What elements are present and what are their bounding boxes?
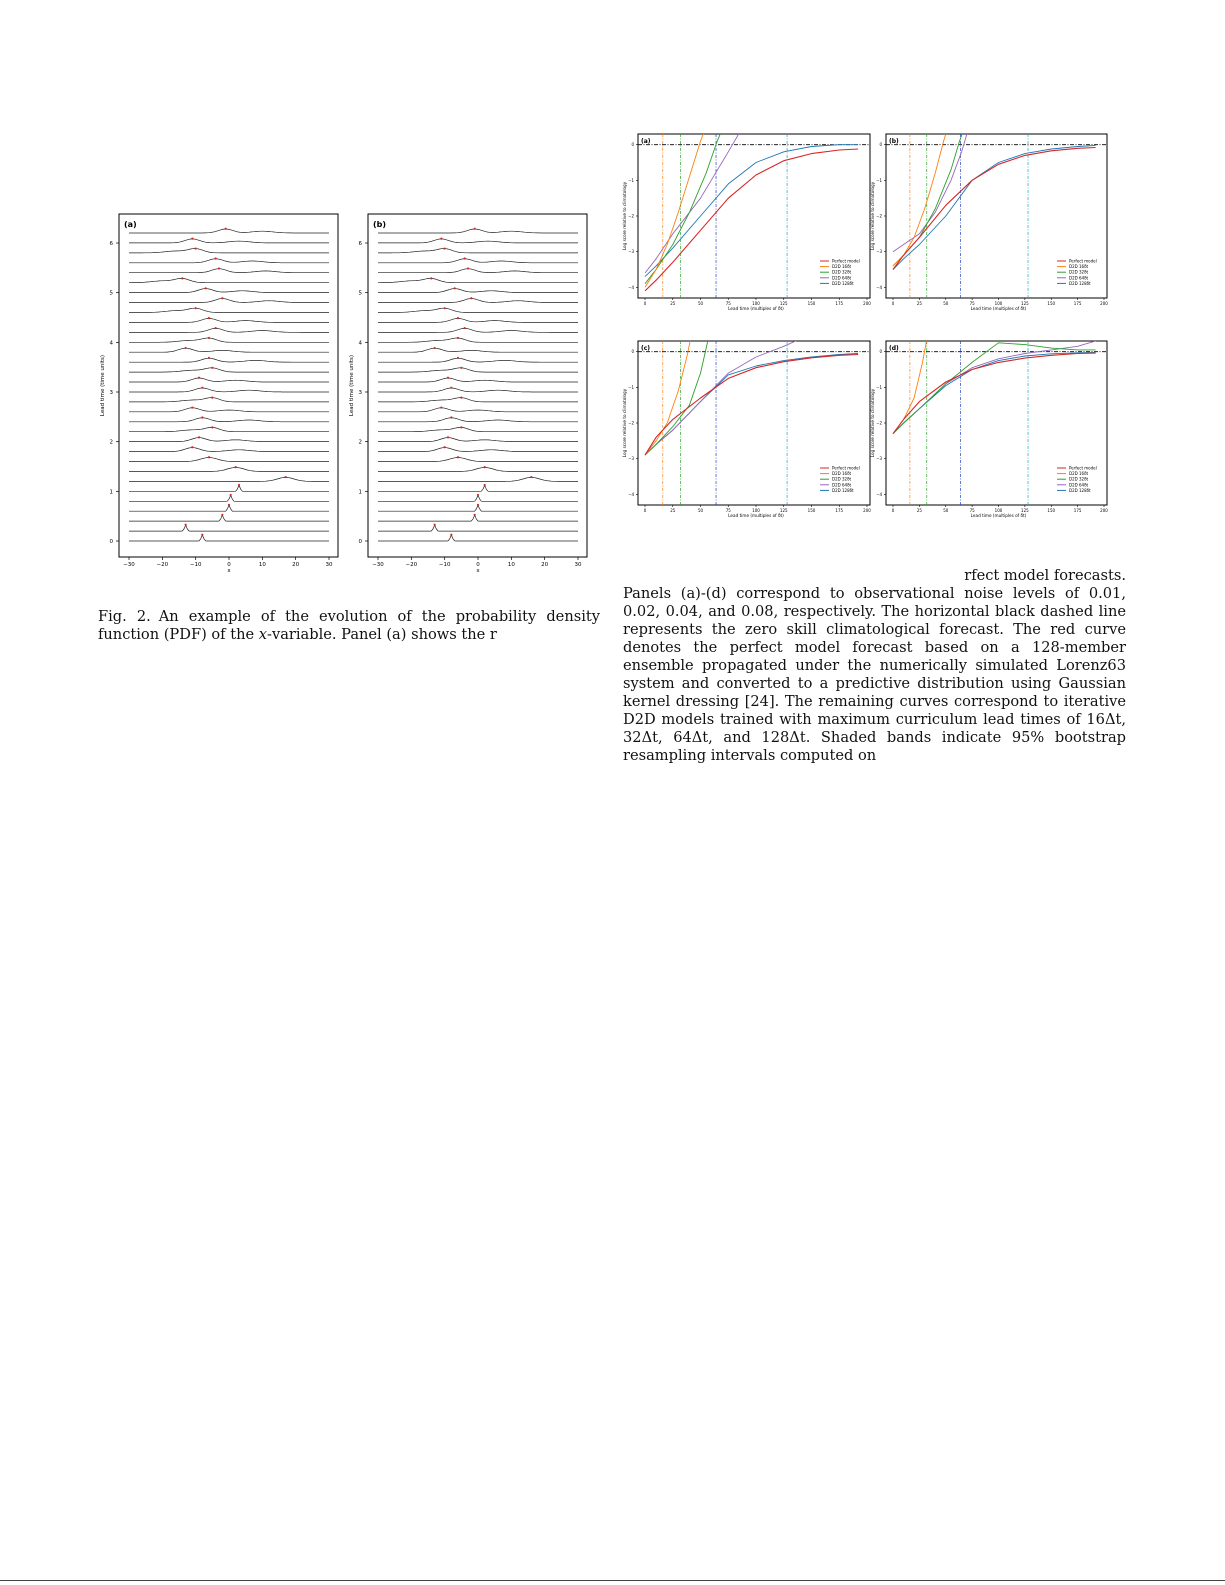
fig3-ytick-label: −3 bbox=[628, 249, 634, 255]
fig2-ylabel: Lead time (time units) bbox=[349, 354, 355, 417]
fig3-legend-label: D2D 16δt bbox=[1069, 264, 1089, 270]
fig3-xlabel: Lead time (multiples of δt) bbox=[728, 513, 784, 518]
fig3-ylabel: Log score relative to climatology bbox=[622, 388, 627, 458]
fig2-ylabel: Lead time (time units) bbox=[100, 354, 106, 417]
fig3-caption bbox=[623, 567, 1126, 765]
fig2-peak-marker bbox=[228, 504, 230, 506]
fig3-xtick-label: 125 bbox=[1021, 508, 1029, 513]
fig3-figure bbox=[612, 0, 1225, 560]
fig3-xtick-label: 0 bbox=[891, 301, 895, 306]
fig3-legend-label: Perfect model bbox=[832, 465, 860, 471]
fig2-pdf-curve bbox=[129, 328, 329, 332]
fig2-peak-marker bbox=[457, 317, 459, 319]
fig2-peak-marker bbox=[185, 524, 187, 526]
fig3-xtick-label: 25 bbox=[916, 301, 922, 306]
fig2-peak-marker bbox=[457, 337, 459, 339]
fig2-peak-marker bbox=[450, 387, 452, 389]
fig2-ytick-label: 5 bbox=[358, 290, 362, 297]
fig2-peak-marker bbox=[460, 397, 462, 399]
fig3-ytick-label: −1 bbox=[628, 177, 634, 183]
fig2-peak-marker bbox=[447, 377, 449, 379]
fig2-peak-marker bbox=[221, 297, 223, 299]
fig2-pdf-curve bbox=[378, 515, 578, 521]
fig2-pdf-curve bbox=[129, 535, 329, 541]
fig2-pdf-curve bbox=[378, 278, 578, 282]
fig2-xlabel: x bbox=[227, 568, 231, 574]
fig2-peak-marker bbox=[191, 446, 193, 448]
fig2-pdf-curve bbox=[378, 525, 578, 531]
fig3-xtick-label: 50 bbox=[697, 301, 704, 306]
fig3-xtick-label: 200 bbox=[1100, 508, 1108, 513]
fig2-pdf-curve bbox=[129, 249, 329, 253]
fig2-peak-marker bbox=[474, 228, 476, 230]
fig2-pdf-curve bbox=[378, 485, 578, 491]
fig2-pdf-curve bbox=[129, 388, 329, 392]
fig3-legend-label: D2D 128δt bbox=[832, 280, 854, 286]
fig2-peak-marker bbox=[208, 357, 210, 359]
fig3-xtick-label: 50 bbox=[697, 508, 704, 513]
fig2-peak-marker bbox=[211, 426, 213, 428]
fig2-peak-marker bbox=[444, 307, 446, 309]
fig2-xtick-label: 30 bbox=[574, 562, 582, 568]
fig2-peak-marker bbox=[235, 466, 237, 468]
fig3-legend-label: D2D 16δt bbox=[832, 264, 852, 270]
fig3-legend-label: D2D 128δt bbox=[1069, 280, 1091, 286]
fig2-caption bbox=[98, 608, 600, 644]
fig2-pdf-curve bbox=[129, 398, 329, 402]
fig3-xtick-label: 25 bbox=[916, 508, 922, 513]
fig2-pdf-curve bbox=[129, 289, 329, 293]
fig2-pdf-curve bbox=[378, 505, 578, 511]
fig3-legend-label: Perfect model bbox=[1069, 258, 1097, 264]
fig3-panel-b bbox=[870, 127, 1108, 311]
fig3-panel-label: (a) bbox=[641, 138, 651, 145]
fig2-peak-marker bbox=[195, 307, 197, 309]
fig3-legend-label: D2D 64δt bbox=[1069, 482, 1089, 488]
fig2-pdf-curve bbox=[129, 505, 329, 511]
fig2-pdf-curve bbox=[378, 229, 578, 233]
fig2-peak-marker bbox=[450, 534, 452, 536]
fig3-xtick-label: 100 bbox=[752, 301, 760, 306]
fig2-xtick-label: −10 bbox=[438, 562, 451, 568]
fig3-legend-label: D2D 64δt bbox=[832, 275, 852, 281]
fig2-peak-marker bbox=[285, 476, 287, 478]
fig3-ytick-label: 0 bbox=[879, 142, 882, 148]
fig2-pdf-curve bbox=[129, 358, 329, 362]
fig2-pdf-curve bbox=[378, 448, 578, 452]
fig2-xtick-label: 20 bbox=[292, 562, 300, 568]
fig3-ytick-label: −4 bbox=[628, 491, 634, 497]
fig2-peak-marker bbox=[225, 228, 227, 230]
fig2-xtick-label: 20 bbox=[541, 562, 549, 568]
fig2-pdf-curve bbox=[378, 368, 578, 372]
fig2-peak-marker bbox=[484, 466, 486, 468]
fig3-ytick-label: −1 bbox=[628, 384, 634, 390]
fig3-ytick-label: 0 bbox=[631, 142, 634, 148]
fig2-peak-marker bbox=[208, 456, 210, 458]
fig2-peak-marker bbox=[460, 426, 462, 428]
fig2-peak-marker bbox=[205, 287, 207, 289]
fig2-pdf-curve bbox=[129, 378, 329, 382]
fig2-pdf-curve bbox=[129, 418, 329, 422]
fig2-ytick-label: 2 bbox=[358, 439, 362, 446]
fig2-pdf-curve bbox=[129, 495, 329, 501]
fig2-pdf-curve bbox=[378, 495, 578, 501]
fig2-pdf-curve bbox=[129, 368, 329, 372]
fig3-xtick-label: 175 bbox=[835, 508, 844, 513]
fig2-ytick-label: 1 bbox=[109, 489, 113, 496]
fig2-peak-marker bbox=[185, 347, 187, 349]
fig2-pdf-curve bbox=[129, 468, 329, 472]
fig2-pdf-curve bbox=[378, 418, 578, 422]
fig3-ytick-label: −1 bbox=[876, 177, 882, 183]
fig2-pdf-curve bbox=[378, 289, 578, 293]
fig2-peak-marker bbox=[474, 514, 476, 516]
fig2-pdf-curve bbox=[129, 318, 329, 322]
fig2-pdf-curve bbox=[378, 308, 578, 312]
fig2-peak-marker bbox=[201, 534, 203, 536]
fig3-xtick-label: 200 bbox=[863, 301, 871, 306]
fig2-xtick-label: −20 bbox=[156, 562, 169, 568]
fig3-legend-label: Perfect model bbox=[1069, 465, 1097, 471]
fig2-peak-marker bbox=[440, 238, 442, 240]
fig2-peak-marker bbox=[470, 297, 472, 299]
fig3-ytick-label: −3 bbox=[876, 249, 882, 255]
fig3-legend-label: D2D 16δt bbox=[832, 471, 852, 477]
fig2-pdf-curve bbox=[129, 338, 329, 342]
fig2-peak-marker bbox=[211, 397, 213, 399]
fig2-pdf-curve bbox=[129, 515, 329, 521]
fig3-panel-d bbox=[870, 334, 1108, 518]
fig2-pdf-curve bbox=[378, 299, 578, 303]
fig2-peak-marker bbox=[444, 247, 446, 249]
fig2-peak-marker bbox=[211, 367, 213, 369]
fig3-xtick-label: 75 bbox=[725, 508, 731, 513]
fig3-xlabel: Lead time (multiples of δt) bbox=[970, 306, 1027, 311]
fig2-ytick-label: 2 bbox=[109, 439, 113, 446]
fig2-peak-marker bbox=[215, 257, 217, 259]
fig3-caption-body: Panels (a)-(d) correspond to observational noise levels of 0.01, 0.02, 0.04, and 0.08, respectively. The horizontal black dashed line represents the zero skill climatological forecast. The red curve denotes the perfect model forecast based on a 128-member ensemble propagated under the numerically simulated Lorenz63 system and converted to a predictive distribution using Gaussian kernel dressing [24]. The remaining curves correspond to iterative D2D models trained with maximum curriculum lead times of 16Δt, 32Δt, 64Δt, and 128Δt. Shaded bands indicate 95% bootstrap resampling intervals computed on bbox=[623, 585, 1126, 764]
fig3-legend-label: D2D 32δt bbox=[832, 269, 852, 275]
fig2-peak-marker bbox=[460, 367, 462, 369]
fig3-legend-label: Perfect model bbox=[832, 258, 860, 264]
fig2-peak-marker bbox=[215, 327, 217, 329]
fig2-pdf-curve bbox=[129, 458, 329, 462]
fig2-pdf-curve bbox=[378, 338, 578, 342]
fig3-legend-label: D2D 32δt bbox=[1069, 476, 1089, 482]
fig2-peak-marker bbox=[530, 476, 532, 478]
fig2-peak-marker bbox=[457, 357, 459, 359]
fig2-peak-marker bbox=[484, 484, 486, 486]
fig2-caption-text-after: -variable. Panel (a) shows the r bbox=[267, 626, 497, 643]
fig3-xlabel: Lead time (multiples of δt) bbox=[970, 513, 1027, 518]
fig2-pdf-curve bbox=[129, 299, 329, 303]
fig2-pdf-curve bbox=[378, 348, 578, 352]
fig3-legend-label: D2D 64δt bbox=[832, 482, 852, 488]
fig2-pdf-curve bbox=[378, 269, 578, 273]
fig2-peak-marker bbox=[430, 277, 432, 279]
fig2-pdf-curve bbox=[378, 427, 578, 431]
fig2-pdf-curve bbox=[378, 318, 578, 322]
fig2-peak-marker bbox=[198, 377, 200, 379]
fig3-caption-line-1: rfect model forecasts. bbox=[964, 567, 1126, 584]
fig3-legend-label: D2D 128δt bbox=[832, 487, 854, 493]
fig3-panel-a bbox=[622, 123, 871, 311]
fig2-pdf-curve bbox=[129, 448, 329, 452]
fig2-pdf-curve bbox=[129, 485, 329, 491]
fig3-xtick-label: 0 bbox=[643, 301, 647, 306]
fig2-pdf-curve bbox=[129, 477, 329, 481]
fig2-xtick-label: −30 bbox=[372, 562, 384, 568]
fig3-xtick-label: 0 bbox=[891, 508, 895, 513]
fig2-ytick-label: 3 bbox=[358, 390, 362, 396]
fig2-xtick-label: 10 bbox=[258, 562, 266, 568]
fig2-pdf-curve bbox=[378, 535, 578, 541]
fig2-peak-marker bbox=[201, 387, 203, 389]
fig3-panel-label: (d) bbox=[889, 345, 899, 352]
fig2-peak-marker bbox=[191, 406, 193, 408]
fig3-ytick-label: −2 bbox=[876, 420, 882, 426]
fig2-ytick-label: 0 bbox=[109, 539, 113, 545]
fig2-pdf-curve bbox=[129, 348, 329, 352]
fig2-pdf-curve bbox=[378, 249, 578, 253]
fig3-xtick-label: 25 bbox=[670, 301, 676, 306]
fig2-peak-marker bbox=[467, 267, 469, 269]
fig2-peak-marker bbox=[230, 494, 232, 496]
fig2-peak-marker bbox=[238, 484, 240, 486]
fig2-ytick-label: 4 bbox=[358, 340, 362, 347]
fig2-pdf-curve bbox=[378, 477, 578, 481]
fig2-peak-marker bbox=[198, 436, 200, 438]
fig3-legend-label: D2D 128δt bbox=[1069, 487, 1091, 493]
fig2-peak-marker bbox=[477, 504, 479, 506]
fig2-peak-marker bbox=[208, 337, 210, 339]
fig2-peak-marker bbox=[440, 406, 442, 408]
fig3-xtick-label: 100 bbox=[994, 301, 1003, 306]
fig2-pdf-curve bbox=[378, 388, 578, 392]
fig3-panel-label: (c) bbox=[641, 345, 651, 352]
fig2-peak-marker bbox=[434, 347, 436, 349]
fig3-xlabel: Lead time (multiples of δt) bbox=[728, 306, 784, 311]
fig3-ytick-label: −2 bbox=[628, 420, 634, 426]
fig2-peak-marker bbox=[450, 416, 452, 418]
fig3-legend-label: D2D 64δt bbox=[1069, 275, 1089, 281]
fig2-ytick-label: 1 bbox=[358, 489, 362, 496]
fig3-ytick-label: −2 bbox=[628, 213, 634, 219]
fig3-ytick-label: −4 bbox=[876, 284, 882, 290]
fig3-xtick-label: 50 bbox=[943, 508, 949, 513]
fig2-pdf-curve bbox=[378, 438, 578, 442]
fig3-legend-label: D2D 16δt bbox=[1069, 471, 1089, 477]
fig2-panel-label: (b) bbox=[373, 220, 387, 229]
fig3-xtick-label: 125 bbox=[779, 508, 788, 513]
fig3-xtick-label: 100 bbox=[752, 508, 760, 513]
fig2-peak-marker bbox=[434, 524, 436, 526]
fig3-xtick-label: 200 bbox=[863, 508, 871, 513]
fig2-ytick-label: 3 bbox=[109, 390, 113, 396]
fig3-xtick-label: 125 bbox=[779, 301, 788, 306]
fig2-peak-marker bbox=[457, 456, 459, 458]
fig2-caption-label: Fig. 2. bbox=[98, 608, 151, 625]
fig3-ytick-label: −2 bbox=[876, 213, 882, 219]
fig2-peak-marker bbox=[477, 494, 479, 496]
fig3-ytick-label: −4 bbox=[628, 284, 634, 290]
fig3-xtick-label: 150 bbox=[807, 508, 816, 513]
fig2-peak-marker bbox=[195, 247, 197, 249]
fig3-xtick-label: 175 bbox=[1073, 508, 1082, 513]
fig2-pdf-curve bbox=[378, 408, 578, 412]
fig2-pdf-curve bbox=[129, 427, 329, 431]
fig3-legend-label: D2D 32δt bbox=[1069, 269, 1089, 275]
fig2-pdf-curve bbox=[378, 328, 578, 332]
fig2-xtick-label: 30 bbox=[325, 562, 333, 568]
fig3-xtick-label: 125 bbox=[1021, 301, 1029, 306]
fig2-ytick-label: 6 bbox=[109, 241, 113, 247]
fig3-xtick-label: 150 bbox=[1047, 301, 1056, 306]
fig2-pdf-curve bbox=[378, 358, 578, 362]
fig2-pdf-curve bbox=[378, 398, 578, 402]
fig3-xtick-label: 100 bbox=[994, 508, 1003, 513]
fig3-ylabel: Log score relative to climatology bbox=[870, 388, 875, 458]
fig2-peak-marker bbox=[201, 416, 203, 418]
fig2-pdf-curve bbox=[378, 468, 578, 472]
fig2-peak-marker bbox=[181, 277, 183, 279]
fig2-peak-marker bbox=[444, 446, 446, 448]
fig3-xtick-label: 200 bbox=[1100, 301, 1108, 306]
fig2-peak-marker bbox=[191, 238, 193, 240]
fig3-xtick-label: 150 bbox=[807, 301, 816, 306]
fig3-xtick-label: 175 bbox=[835, 301, 844, 306]
fig3-xtick-label: 150 bbox=[1047, 508, 1056, 513]
page-bottom-rule bbox=[0, 1580, 1225, 1581]
fig2-xtick-label: 10 bbox=[507, 562, 515, 568]
fig3-xtick-label: 0 bbox=[643, 508, 647, 513]
fig3-xtick-label: 75 bbox=[969, 301, 975, 306]
fig2-xtick-label: 0 bbox=[227, 562, 231, 568]
fig3-xtick-label: 75 bbox=[725, 301, 731, 306]
fig2-pdf-curve bbox=[129, 438, 329, 442]
fig2-pdf-curve bbox=[378, 458, 578, 462]
fig2-figure bbox=[0, 0, 612, 590]
fig2-peak-marker bbox=[454, 287, 456, 289]
fig2-pdf-curve bbox=[378, 378, 578, 382]
fig3-panel-c bbox=[622, 334, 871, 518]
fig3-ytick-label: −3 bbox=[628, 456, 634, 462]
fig3-xtick-label: 175 bbox=[1073, 301, 1082, 306]
fig2-peak-marker bbox=[218, 267, 220, 269]
fig3-ytick-label: −3 bbox=[876, 456, 882, 462]
fig2-pdf-curve bbox=[129, 229, 329, 233]
fig2-peak-marker bbox=[208, 317, 210, 319]
fig2-peak-marker bbox=[464, 257, 466, 259]
fig2-panel-label: (a) bbox=[124, 220, 137, 229]
fig3-ytick-label: −1 bbox=[876, 384, 882, 390]
fig2-pdf-curve bbox=[129, 308, 329, 312]
fig2-xtick-label: −10 bbox=[189, 562, 202, 568]
fig3-legend-label: D2D 32δt bbox=[832, 476, 852, 482]
fig2-ytick-label: 0 bbox=[358, 539, 362, 545]
fig2-xtick-label: 0 bbox=[476, 562, 480, 568]
fig3-ylabel: Log score relative to climatology bbox=[870, 181, 875, 251]
fig3-ytick-label: −4 bbox=[876, 491, 882, 497]
fig2-pdf-curve bbox=[378, 239, 578, 243]
fig3-ytick-label: 0 bbox=[631, 349, 634, 355]
fig2-pdf-curve bbox=[129, 259, 329, 263]
fig2-peak-marker bbox=[447, 436, 449, 438]
fig2-panel-a bbox=[100, 214, 338, 574]
fig2-pdf-curve bbox=[129, 269, 329, 273]
fig2-xtick-label: −30 bbox=[123, 562, 135, 568]
fig2-ytick-label: 6 bbox=[358, 241, 362, 247]
fig2-pdf-curve bbox=[129, 408, 329, 412]
fig2-pdf-curve bbox=[378, 259, 578, 263]
fig2-caption-text-before: An example of the evolution of the probability density function (PDF) of the bbox=[98, 608, 600, 643]
fig3-xtick-label: 75 bbox=[969, 508, 975, 513]
fig2-ytick-label: 4 bbox=[109, 340, 113, 347]
fig3-panel-label: (b) bbox=[889, 138, 899, 145]
fig2-xlabel: x bbox=[476, 568, 480, 574]
fig2-peak-marker bbox=[221, 514, 223, 516]
fig2-peak-marker bbox=[464, 327, 466, 329]
fig2-caption-var: x bbox=[258, 626, 268, 643]
fig3-ylabel: Log score relative to climatology bbox=[622, 181, 627, 251]
fig2-pdf-curve bbox=[129, 525, 329, 531]
fig2-xtick-label: −20 bbox=[405, 562, 418, 568]
fig3-xtick-label: 25 bbox=[670, 508, 676, 513]
fig2-pdf-curve bbox=[129, 278, 329, 282]
fig3-xtick-label: 50 bbox=[943, 301, 949, 306]
fig2-panel-b bbox=[349, 214, 587, 574]
fig2-pdf-curve bbox=[129, 239, 329, 243]
fig2-ytick-label: 5 bbox=[109, 290, 113, 297]
fig3-ytick-label: 0 bbox=[879, 349, 882, 355]
